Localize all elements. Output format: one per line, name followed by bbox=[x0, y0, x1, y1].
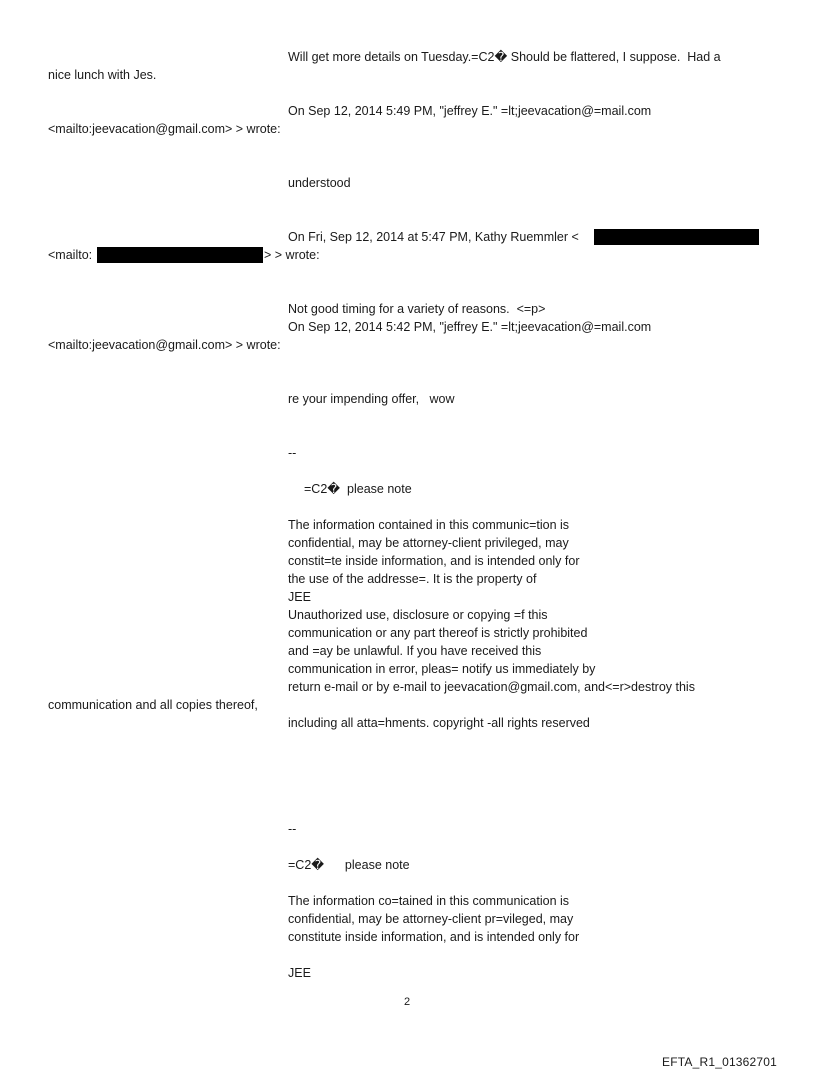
text-line: On Sep 12, 2014 5:49 PM, "jeffrey E." =lt;jeevacation@=mail.com bbox=[288, 104, 652, 118]
text-line: =C2� please note bbox=[288, 858, 410, 872]
text-line: including all atta=hments. copyright -all rights reserved bbox=[288, 716, 590, 730]
text-line: <mailto: bbox=[48, 248, 93, 262]
text-line: understood bbox=[288, 176, 351, 190]
text-line: <mailto:jeevacation@gmail.com> > wrote: bbox=[48, 338, 281, 352]
text-line: nice lunch with Jes. bbox=[48, 68, 157, 82]
text-line: JEE bbox=[288, 966, 311, 980]
text-line: confidential, may be attorney-client privileged, may bbox=[288, 536, 569, 550]
text-line: re your impending offer, wow bbox=[288, 392, 455, 406]
text-line: Unauthorized use, disclosure or copying =f this bbox=[288, 608, 548, 622]
text-line: On Sep 12, 2014 5:42 PM, "jeffrey E." =lt;jeevacation@=mail.com bbox=[288, 320, 652, 334]
text-line: constit=te inside information, and is intended only for bbox=[288, 554, 580, 568]
text-line: > > wrote: bbox=[264, 248, 320, 262]
text-line: the use of the addresse=. It is the property of bbox=[288, 572, 537, 586]
redaction-bar bbox=[97, 247, 263, 263]
text-line: The information co=tained in this communication is bbox=[288, 894, 570, 908]
text-line: return e-mail or by e-mail to jeevacation@gmail.com, and<=r>destroy this bbox=[288, 680, 695, 694]
text-line: -- bbox=[288, 446, 297, 460]
text-line: =C2� please note bbox=[304, 482, 412, 496]
text-line: and =ay be unlawful. If you have received this bbox=[288, 644, 542, 658]
text-line: communication or any part thereof is strictly prohibited bbox=[288, 626, 588, 640]
text-line: JEE bbox=[288, 590, 311, 604]
text-line: -- bbox=[288, 822, 297, 836]
text-line: Will get more details on Tuesday.=C2� Should be flattered, I suppose. Had a bbox=[288, 50, 721, 64]
page-number: 2 bbox=[404, 996, 411, 1008]
text-line: Not good timing for a variety of reasons. <=p> bbox=[288, 302, 546, 316]
text-line: constitute inside information, and is intended only for bbox=[288, 930, 580, 944]
text-line: <mailto:jeevacation@gmail.com> > wrote: bbox=[48, 122, 281, 136]
text-line: communication in error, pleas= notify us immediately by bbox=[288, 662, 596, 676]
text-line: On Fri, Sep 12, 2014 at 5:47 PM, Kathy Ruemmler < bbox=[288, 230, 579, 244]
document-id-footer: EFTA_R1_01362701 bbox=[662, 1055, 778, 1069]
text-line: communication and all copies thereof, bbox=[48, 698, 258, 712]
text-line: The information contained in this communic=tion is bbox=[288, 518, 570, 532]
redaction-bar bbox=[594, 229, 759, 245]
text-line: confidential, may be attorney-client pr=vileged, may bbox=[288, 912, 574, 926]
